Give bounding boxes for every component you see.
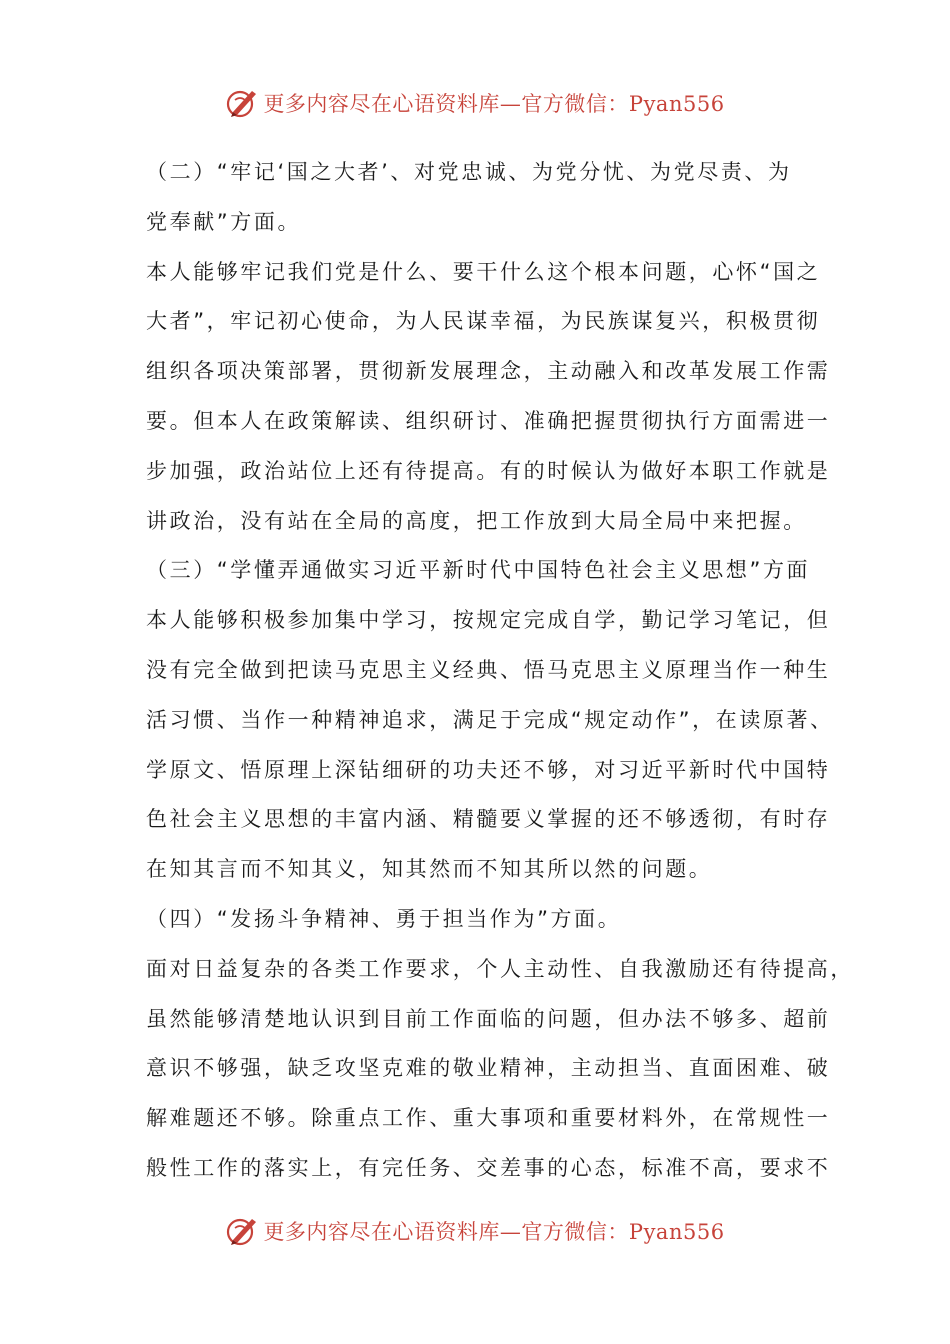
- text-line: 步加强，政治站位上还有待提高。有的时候认为做好本职工作就是: [146, 458, 831, 483]
- text-line: 本人能够牢记我们党是什么、要干什么这个根本问题，心怀“国之: [146, 259, 821, 284]
- text-line: 学原文、悟原理上深钻细研的功夫还不够，对习近平新时代中国特: [146, 757, 831, 782]
- text-line: 本人能够积极参加集中学习，按规定完成自学，勤记学习笔记，但: [146, 608, 831, 633]
- text-line: 解难题还不够。除重点工作、重大事项和重要材料外，在常规性一: [146, 1106, 831, 1131]
- footer-watermark-text: 更多内容尽在心语资料库—官方微信：Pyan556: [263, 1220, 725, 1244]
- text-line: 要。但本人在政策解读、组织研讨、准确把握贯彻执行方面需进一: [146, 408, 831, 433]
- text-line: （四）“发扬斗争精神、勇于担当作为”方面。: [146, 906, 622, 931]
- header-watermark-banner: [0, 83, 950, 123]
- pen-logo-icon: [225, 86, 259, 120]
- text-line: 色社会主义思想的丰富内涵、精髓要义掌握的还不够透彻，有时存: [146, 807, 831, 832]
- footer-watermark-banner: [0, 1211, 950, 1251]
- text-line: （三）“学懂弄通做实习近平新时代中国特色社会主义思想”方面: [146, 558, 811, 583]
- text-line: 虽然能够清楚地认识到目前工作面临的问题，但办法不够多、超前: [146, 1006, 831, 1031]
- text-line: 没有完全做到把读马克思主义经典、悟马克思主义原理当作一种生: [146, 657, 831, 682]
- header-watermark-text: 更多内容尽在心语资料库—官方微信：Pyan556: [263, 92, 725, 116]
- text-line: 讲政治，没有站在全局的高度，把工作放到大局全局中来把握。: [146, 508, 807, 533]
- text-line: 在知其言而不知其义，知其然而不知其所以然的问题。: [146, 857, 713, 882]
- text-line: 党奉献”方面。: [146, 209, 302, 234]
- document-body: [146, 148, 854, 1194]
- text-line: 意识不够强，缺乏攻坚克难的敬业精神，主动担当、直面困难、破: [146, 1056, 831, 1081]
- text-line: 活习惯、当作一种精神追求，满足于完成“规定动作”，在读原著、: [146, 707, 834, 732]
- text-line: 大者”，牢记初心使命，为人民谋幸福，为民族谋复兴，积极贯彻: [146, 309, 821, 334]
- pen-logo-icon: [225, 1214, 259, 1248]
- text-line: 组织各项决策部署，贯彻新发展理念，主动融入和改革发展工作需: [146, 359, 831, 384]
- text-line: 面对日益复杂的各类工作要求，个人主动性、自我激励还有待提高，: [146, 956, 854, 981]
- text-line: （二）“牢记‘国之大者’、对党忠诚、为党分忧、为党尽责、为: [146, 160, 792, 184]
- text-line: 般性工作的落实上，有完任务、交差事的心态，标准不高，要求不: [146, 1155, 831, 1180]
